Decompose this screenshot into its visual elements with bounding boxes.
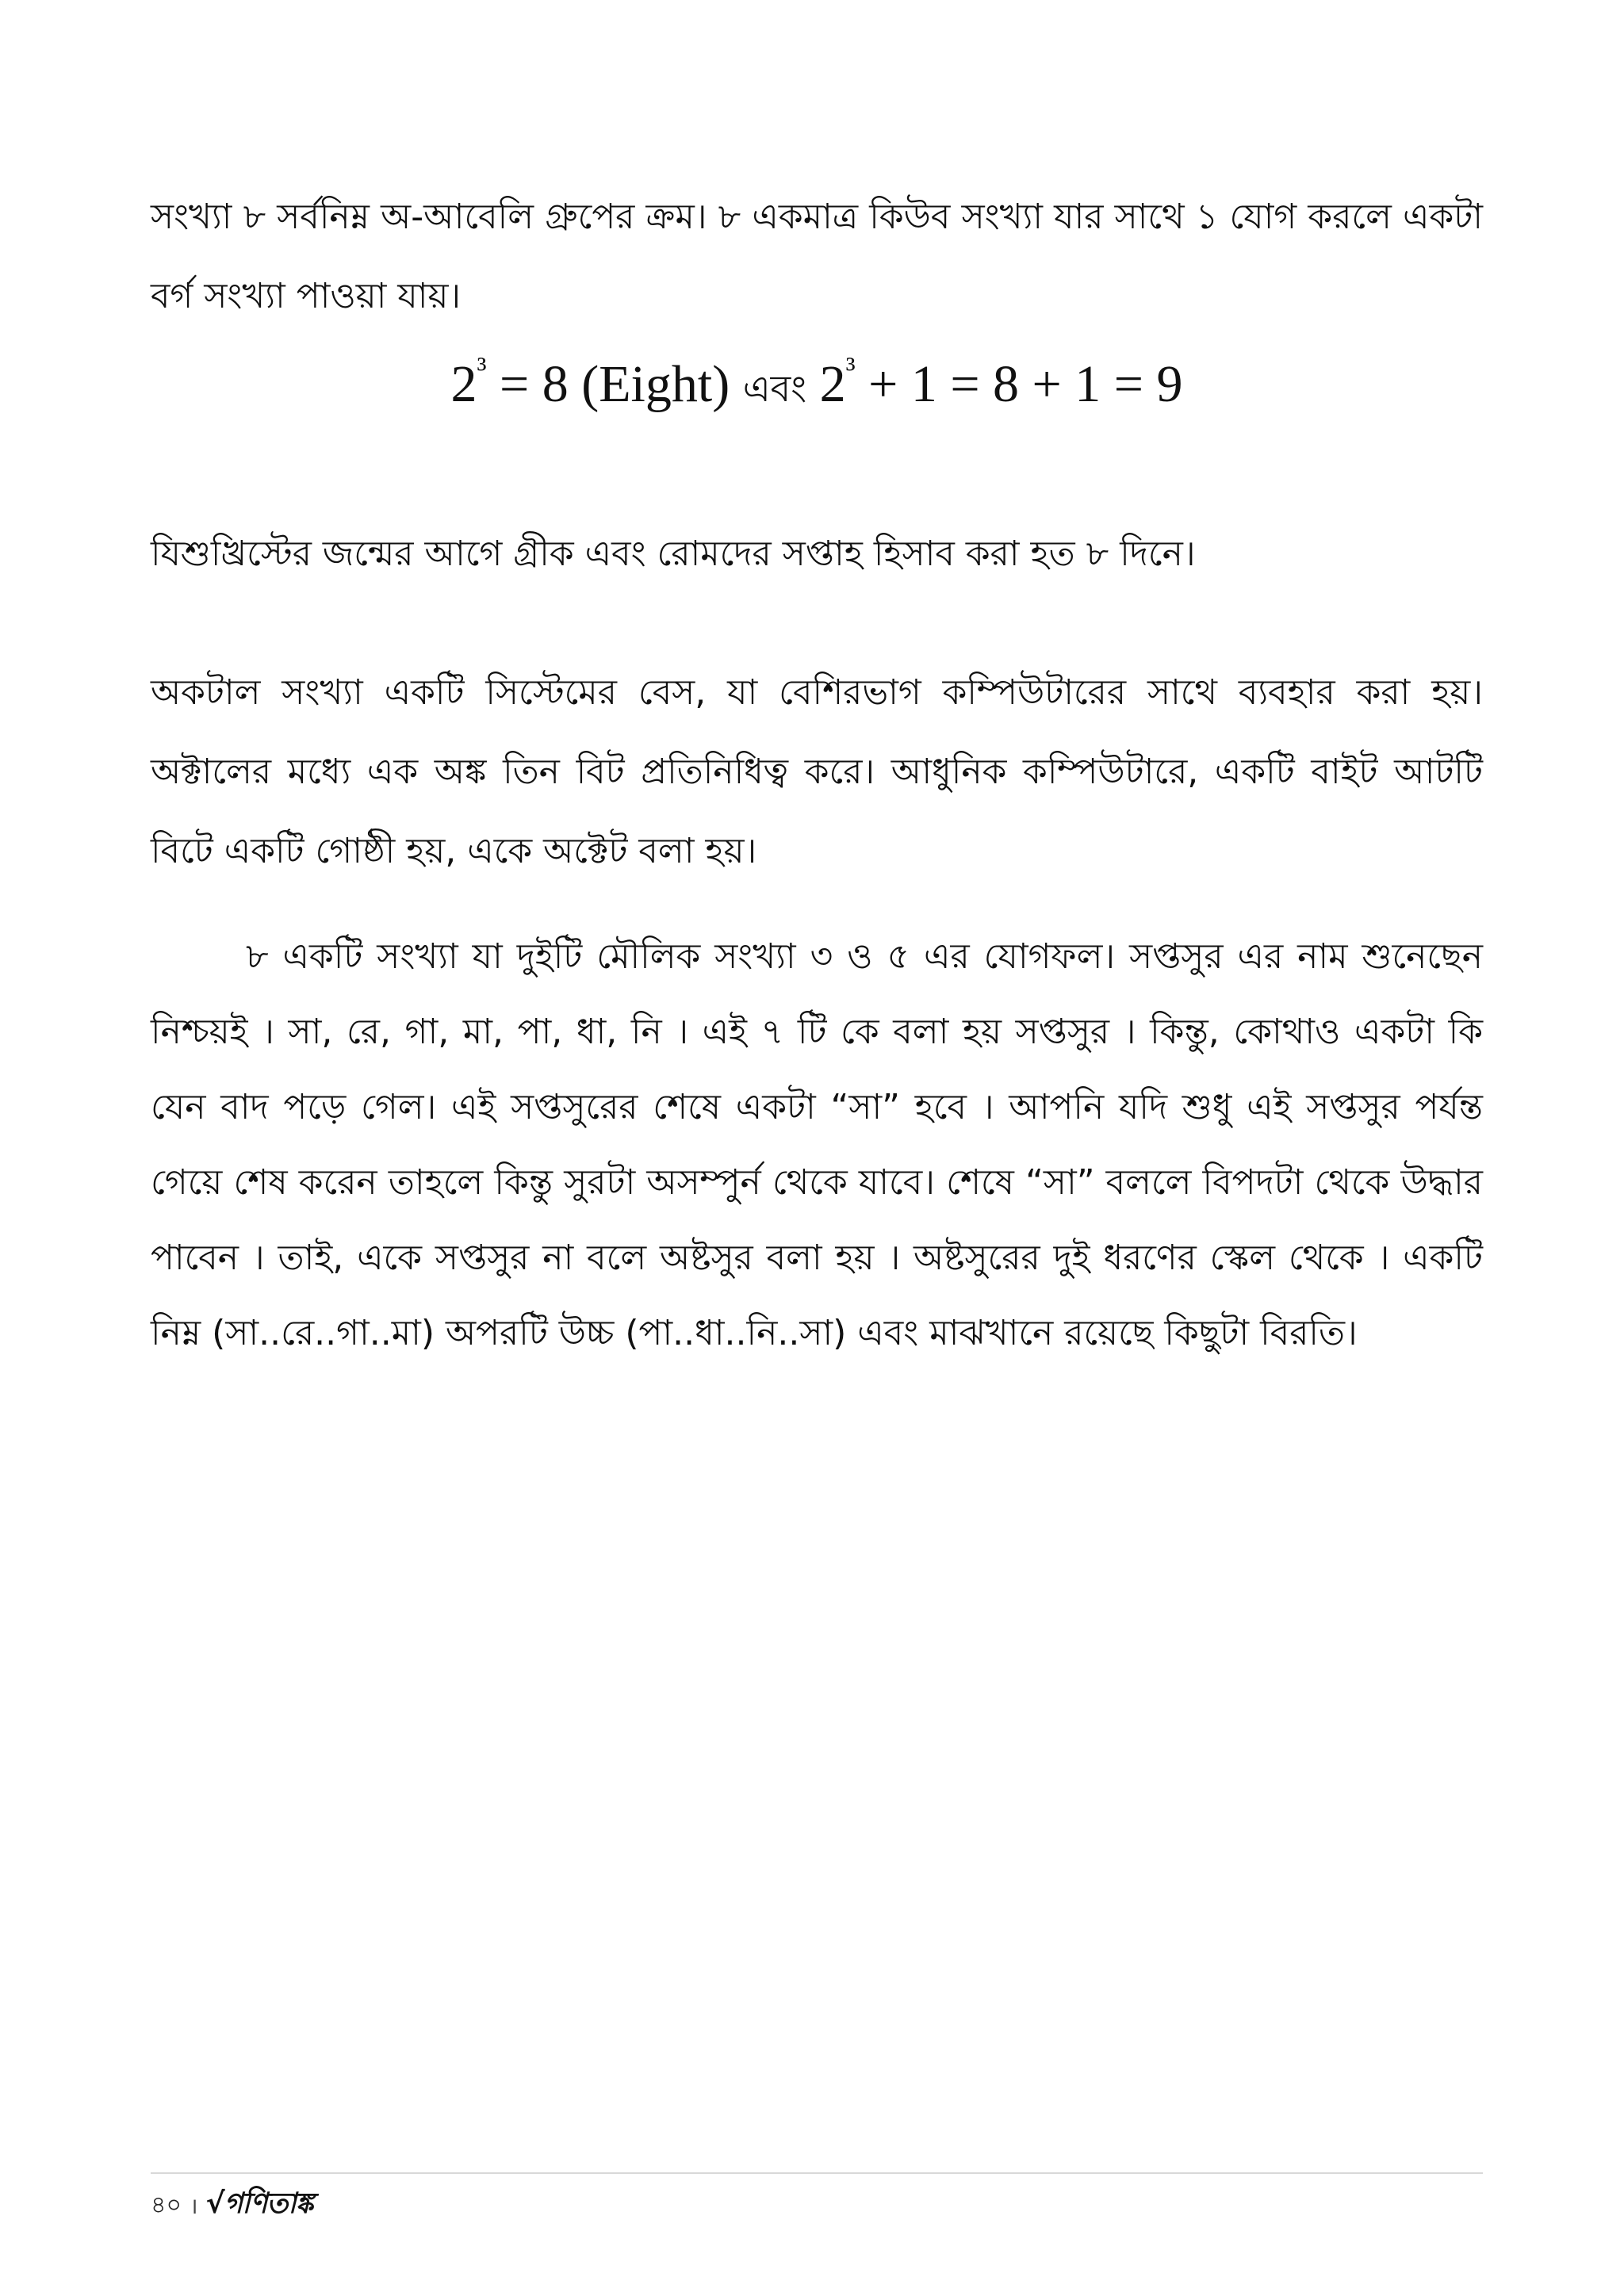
book-logo: √গণিতাঙ্ক xyxy=(205,2187,313,2220)
formula-right-rest: + 1 = 8 + 1 = 9 xyxy=(855,355,1183,413)
formula-left-exponent: ³ xyxy=(477,350,487,386)
formula-left-rest: = 8 (Eight) xyxy=(486,355,743,413)
formula-right-exponent: ³ xyxy=(845,350,856,386)
paragraph-cube-fact: সংখ্যা ৮ সর্বনিম্ন অ-আবেলি গ্রুপের ক্রম। ৮ একমাত্র কিউব সংখ্যা যার সাথে ১ যোগ করলে একটা বর্গ সংখ্যা পাওয়া যায়। xyxy=(151,197,1483,316)
paragraph-octal-fact: অকটাল সংখ্যা একটি সিস্টেমের বেস, যা বেশিরভাগ কম্পিউটারের সাথে ব্যবহার করা হয়। অক্টালের মধ্যে এক অঙ্ক তিন বিট প্রতিনিধিত্ব করে। আধুনিক কম্পিউটারে, একটি বাইট আটটি বিটে একটি গোষ্ঠী হয়, একে অক্টেট বলা হয়। xyxy=(151,672,1483,871)
footer-separator: । xyxy=(189,2193,198,2219)
page-number: ৪০ xyxy=(151,2191,182,2219)
paragraph-week-fact: যিশুখ্রিস্টের জন্মের আগে গ্রীক এবং রোমদের সপ্তাহ হিসাব করা হত ৮ দিনে। xyxy=(151,534,1196,574)
paragraph-octave-fact: ৮ একটি সংখ্যা যা দুইটি মৌলিক সংখ্যা ৩ ও ৫ এর যোগফল। সপ্তসুর এর নাম শুনেছেন নিশ্চয়ই । সা, রে, গা, মা, পা, ধা, নি । এই ৭ টি কে বলা হয় সপ্তসুর । কিন্তু, কোথাও একটা কি যেন বাদ পড়ে গেল। এই সপ্তসুরের শেষে একটা “সা” হবে । আপনি যদি শুধু এই সপ্তসুর পর্যন্ত গেয়ে শেষ করেন তাহলে কিন্তু সুরটা অসম্পুর্ন থেকে যাবে। শেষে “সা” বললে বিপদটা থেকে উদ্ধার পাবেন । তাই, একে সপ্তসুর না বলে অষ্টসুর বলা হয় । অষ্টসুরের দুই ধরণের স্কেল থেকে । একটি নিম্ন (সা..রে..গা..মা) অপরটি উচ্চ (পা..ধা..নি..সা) এবং মাঝখানে রয়েছে কিছুটা বিরতি। xyxy=(151,936,1483,1353)
footer-divider xyxy=(151,2172,1483,2174)
formula-left-base: 2 xyxy=(450,355,477,413)
formula xyxy=(151,341,1483,432)
formula-conjunction: এবং xyxy=(742,367,807,410)
formula-right-base: 2 xyxy=(806,355,846,413)
page-footer xyxy=(151,2187,313,2221)
